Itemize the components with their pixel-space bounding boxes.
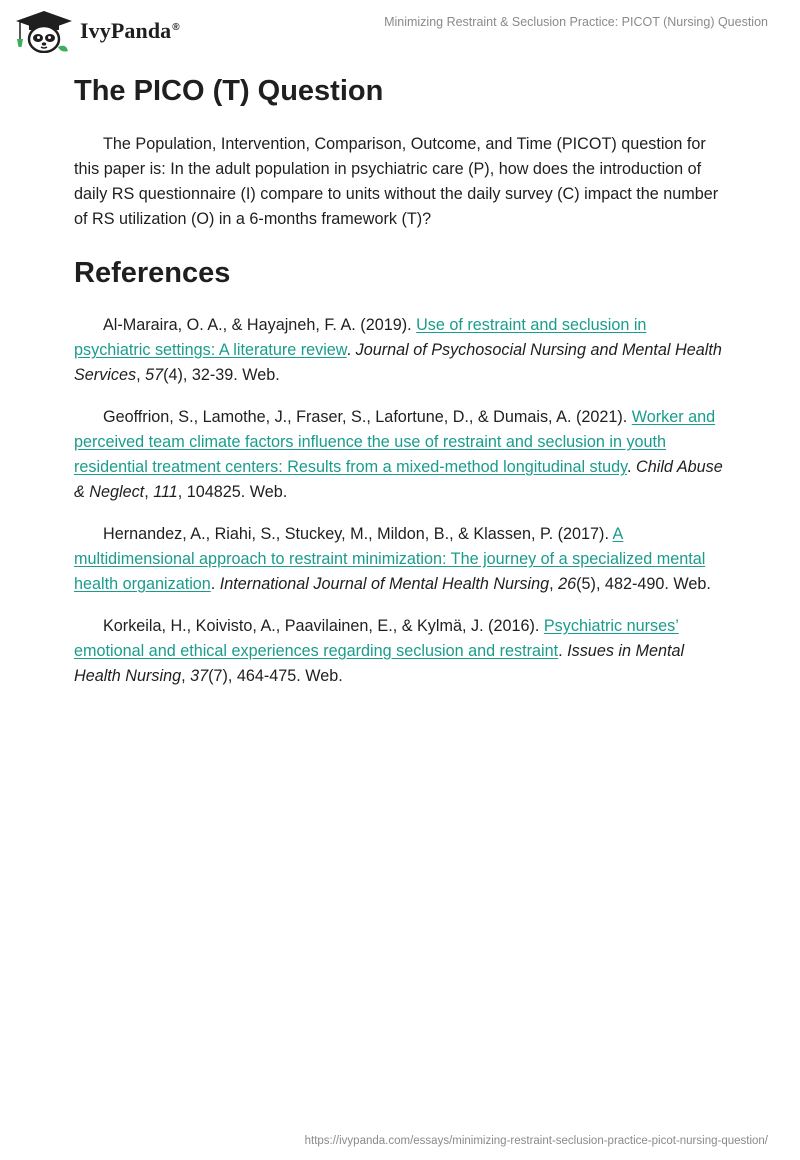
reference-journal: Journal of Psychosocial Nursing and Mental Health Services (74, 341, 722, 384)
reference-punct: . (558, 642, 568, 660)
reference-punct: . (627, 458, 637, 476)
document-header-title: Minimizing Restraint & Seclusion Practice: PICOT (Nursing) Question (384, 15, 768, 29)
reference-volume: 111 (153, 483, 178, 501)
reference-volume: 37 (190, 667, 209, 685)
reference-punct: , (136, 366, 146, 384)
pico-heading: The PICO (T) Question (74, 75, 384, 107)
reference-authors: Hernandez, A., Riahi, S., Stuckey, M., Mildon, B., & Klassen, P. (2017). (103, 525, 613, 543)
reference-volume: 57 (145, 366, 164, 384)
pico-paragraph: The Population, Intervention, Comparison, Outcome, and Time (PICOT) question for this paper is: In the adult population in psychiatric care (P), how does the introduction of daily RS questionnaire (I) compare to units without the daily survey (C) impact the number of RS utilization (O) in a 6-months framework (T)? (74, 135, 719, 228)
reference-link[interactable]: A multidimensional approach to restraint minimization: The journey of a specialized mental health organization (74, 525, 706, 593)
reference-punct: , (549, 575, 559, 593)
registered-mark: ® (172, 21, 180, 33)
logo-wordmark: IvyPanda® (80, 18, 180, 43)
reference-pages: , 104825. Web. (177, 483, 288, 501)
reference-item (74, 522, 726, 597)
references-heading: References (74, 257, 231, 289)
reference-link[interactable]: Worker and perceived team climate factors influence the use of restraint and seclusion in youth residential treatment centers: Results from a mixed-method longitudinal study (74, 408, 716, 476)
footer-source-url: https://ivypanda.com/essays/minimizing-restraint-seclusion-practice-picot-nursing-question/ (304, 1135, 768, 1147)
reference-item (74, 614, 726, 689)
reference-volume: 26 (558, 575, 577, 593)
panda-graduation-cap-icon (14, 9, 74, 53)
reference-journal: Issues in Mental Health Nursing (74, 642, 685, 685)
reference-punct: , (181, 667, 191, 685)
reference-link[interactable]: Psychiatric nurses’ emotional and ethical experiences regarding seclusion and restraint (74, 617, 679, 660)
reference-punct: . (210, 575, 220, 593)
reference-authors: Geoffrion, S., Lamothe, J., Fraser, S., Lafortune, D., & Dumais, A. (2021). (103, 408, 632, 426)
reference-authors: Al-Maraira, O. A., & Hayajneh, F. A. (2019). (103, 316, 417, 334)
reference-journal: Child Abuse & Neglect (74, 458, 723, 501)
document-body (74, 70, 726, 706)
reference-item (74, 405, 726, 505)
reference-punct: , (144, 483, 154, 501)
reference-authors: Korkeila, H., Koivisto, A., Paavilainen, E., & Kylmä, J. (2016). (103, 617, 544, 635)
reference-item (74, 313, 726, 388)
reference-link[interactable]: Use of restraint and seclusion in psychiatric settings: A literature review (74, 316, 647, 359)
reference-pages: (5), 482-490. Web. (576, 575, 711, 593)
reference-punct: . (346, 341, 356, 359)
reference-journal: International Journal of Mental Health Nursing (219, 575, 550, 593)
reference-pages: (7), 464-475. Web. (208, 667, 343, 685)
ivypanda-logo[interactable] (14, 9, 180, 53)
reference-pages: (4), 32-39. Web. (163, 366, 280, 384)
